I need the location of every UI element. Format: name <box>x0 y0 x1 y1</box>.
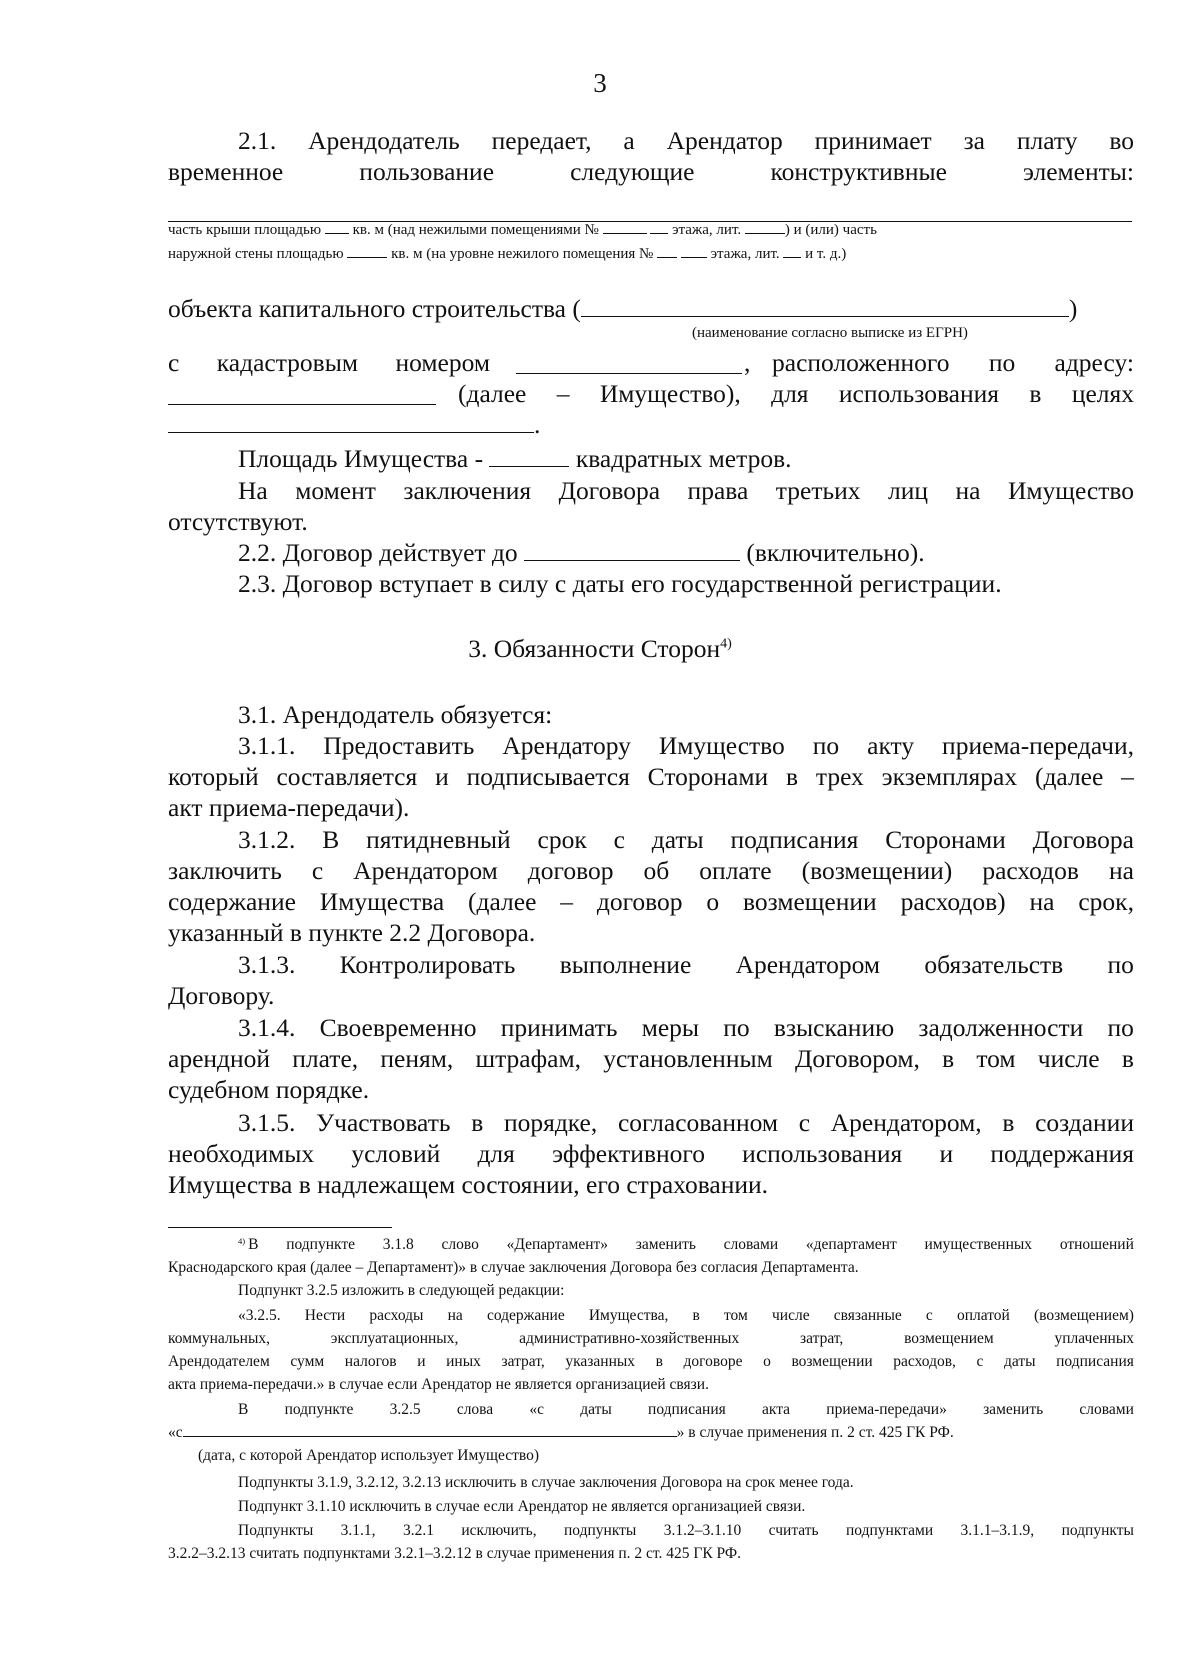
word: на <box>955 476 981 505</box>
word: иных <box>446 1353 481 1370</box>
word: в <box>655 1353 663 1370</box>
word: адресу: <box>1054 348 1134 377</box>
word: считать <box>768 1522 819 1539</box>
word: Договора <box>558 476 661 505</box>
word: в <box>785 762 799 791</box>
word: выполнение <box>559 950 692 979</box>
word: подписания <box>1056 1353 1134 1370</box>
word: даты <box>580 1401 612 1418</box>
para-3-1-2-line-4: указанный в пункте 2.2 Договора. <box>168 918 536 947</box>
word: Арендодатель <box>308 126 460 155</box>
word: пятидневный <box>366 825 511 854</box>
hint-roof: часть крыши площадью кв. м (над нежилыми помещениями № этажа, лит. ) и (или) часть <box>168 222 877 238</box>
word: Сторонами <box>647 762 769 791</box>
word: Арендатору <box>502 731 631 760</box>
word: на <box>1029 887 1055 916</box>
word: уплаченных <box>1054 1330 1134 1347</box>
word: 3.1.2. <box>238 825 296 854</box>
word: по <box>1107 950 1134 979</box>
word: с <box>798 1108 811 1137</box>
section-3-title: 3. Обязанности Сторон$^{4)}$ <box>468 634 732 663</box>
word: согласованном <box>617 1108 779 1137</box>
word: возмещении <box>791 1353 873 1370</box>
word: принимает <box>814 126 932 155</box>
word: Подпункты <box>238 1522 314 1539</box>
page-number: 3 <box>593 68 607 98</box>
word: условий <box>351 1139 441 1168</box>
word: «Департамент» <box>506 1236 609 1253</box>
footnote-line-5 <box>168 1330 1134 1348</box>
word: – <box>556 379 570 408</box>
word: подпункты <box>1061 1522 1134 1539</box>
para-3-1: 3.1. Арендодатель обязуется: <box>238 700 553 729</box>
word: «3.2.5. <box>238 1307 281 1324</box>
word: пеням, <box>380 1044 454 1073</box>
word: 2.1. <box>238 126 277 155</box>
word: штрафам, <box>475 1044 581 1073</box>
word: подписывается <box>466 762 630 791</box>
word: 3.1.8 <box>382 1236 414 1253</box>
word: Контролировать <box>339 950 516 979</box>
word: Имущества, <box>588 1307 669 1324</box>
rights-line-2: отсутствуют. <box>168 507 308 536</box>
word: заключить <box>168 856 282 885</box>
word: об <box>643 856 670 885</box>
word: Нести <box>304 1307 346 1324</box>
word: в <box>1002 1108 1015 1137</box>
word: затрат, <box>501 1353 545 1370</box>
word: исключить, <box>461 1522 537 1539</box>
word: связанные <box>833 1307 902 1324</box>
word: 3.1.1, <box>340 1522 376 1539</box>
word: содержание <box>168 887 296 916</box>
footnote-separator <box>168 1227 392 1228</box>
word: принимать <box>500 1013 618 1042</box>
word: в <box>942 1044 955 1073</box>
para-3-1-4-line-2 <box>168 1044 1134 1074</box>
word: налогов <box>344 1353 397 1370</box>
word: (далее <box>1034 762 1104 791</box>
word: в <box>1029 379 1042 408</box>
word: приема-передачи» <box>826 1401 947 1418</box>
word: момент <box>295 476 376 505</box>
hint-wall: наружной стены площадью кв. м (на уровне нежилого помещения № этажа, лит. и т. д.) <box>168 246 847 262</box>
word: пользование <box>359 157 495 186</box>
para-3-1-1-line-2 <box>168 762 1134 792</box>
word: акта <box>762 1401 791 1418</box>
word: в <box>471 1108 484 1137</box>
word: Договором, <box>794 1044 920 1073</box>
para-3-1-4-line-1 <box>238 1013 1134 1043</box>
word: 3.1.4. <box>238 1013 296 1042</box>
word: обязательств <box>924 950 1064 979</box>
word: (возмещением) <box>1033 1307 1134 1324</box>
word: о <box>706 887 720 916</box>
para-3-1-1-line-1 <box>238 731 1134 761</box>
para-2-3: 2.3. Договор вступает в силу с даты его государственной регистрации. <box>238 569 1002 598</box>
word: подпункте <box>284 1401 354 1418</box>
footnote-line-6 <box>168 1353 1134 1371</box>
para-3-1-2-line-3 <box>168 887 1134 917</box>
word: В <box>322 825 340 854</box>
footnote-line-2: Краснодарского края (далее – Департамент)» в случае заключения Договора без согласия Департамента. <box>168 1259 859 1276</box>
word: передает, <box>491 126 592 155</box>
word: Имущество <box>1008 476 1134 505</box>
footnote-line-13 <box>238 1522 1134 1540</box>
word: в <box>1121 1044 1134 1073</box>
word: словами <box>1079 1401 1134 1418</box>
word: необходимых <box>168 1139 315 1168</box>
word: 3.1.1–3.1.9, <box>960 1522 1035 1539</box>
word: по <box>1107 1013 1134 1042</box>
word: с <box>168 348 180 377</box>
word: с <box>925 1307 933 1324</box>
word: «с <box>529 1401 545 1418</box>
word: поддержания <box>990 1139 1134 1168</box>
word: целях <box>1071 379 1134 408</box>
word: том <box>976 1044 1016 1073</box>
word: элементы: <box>1023 157 1134 186</box>
footnote-line-3: Подпункт 3.2.5 изложить в следующей редакции: <box>238 1282 565 1299</box>
word: возмещении <box>743 887 877 916</box>
footnote-line-10: (дата, с которой Арендатор использует Имущество) <box>198 1447 539 1464</box>
word: по <box>723 1013 750 1042</box>
word: для <box>771 379 809 408</box>
para-3-1-2-line-1 <box>238 825 1134 855</box>
word: Предоставить <box>323 731 475 760</box>
word: плату <box>1016 126 1078 155</box>
word: составляется <box>276 762 418 791</box>
rights-line-1 <box>238 476 1134 506</box>
word: коммунальных, <box>168 1330 271 1347</box>
word: за <box>963 126 985 155</box>
footnote-line-8 <box>238 1401 1134 1419</box>
word: с <box>613 825 625 854</box>
word: числе <box>771 1307 810 1324</box>
word: Имущества <box>319 887 445 916</box>
word: указанных <box>565 1353 636 1370</box>
word: подписания <box>730 825 859 854</box>
word: возмещением <box>904 1330 994 1347</box>
para-3-1-4-line-3: судебном порядке. <box>168 1075 370 1104</box>
object-line: объекта капитального строительства ( ) <box>168 294 1078 323</box>
word: акту <box>867 731 915 760</box>
word: на <box>1108 856 1134 885</box>
word: подпункты <box>564 1522 637 1539</box>
footnote-line-7: акта приема-передачи.» в случае если Арендатор не является организацией связи. <box>168 1376 709 1393</box>
para-2-1-line-2 <box>168 157 1134 187</box>
word: затрат, <box>800 1330 844 1347</box>
word: оплате <box>699 856 772 885</box>
word: Имущество <box>658 731 785 760</box>
word: расходов <box>982 856 1079 885</box>
word: Арендодателем <box>168 1353 270 1370</box>
word: административно-хозяйственных <box>519 1330 740 1347</box>
para-3-1-5-line-3: Имущества в надлежащем состоянии, его страховании. <box>168 1170 769 1199</box>
word: и <box>417 1353 426 1370</box>
word: лиц <box>888 476 929 505</box>
word: Арендатором <box>353 856 498 885</box>
para-3-1-1-line-3: акт приема-передачи). <box>168 793 410 822</box>
word: во <box>1109 126 1134 155</box>
word: Сторонами <box>885 825 1006 854</box>
word: числе <box>1037 1044 1100 1073</box>
word: расположенного <box>772 348 950 377</box>
word: срок <box>537 825 587 854</box>
word: В <box>248 1236 259 1253</box>
word: арендной <box>168 1044 271 1073</box>
word: задолженности <box>918 1013 1084 1042</box>
word: – <box>1121 762 1134 791</box>
word: Договора <box>1032 825 1134 854</box>
para-2-1-line-1 <box>238 126 1134 156</box>
word: порядке, <box>503 1108 598 1137</box>
word: кадастровым <box>216 348 358 377</box>
word: Арендатором <box>735 950 881 979</box>
word: расходов) <box>900 887 1006 916</box>
footnote-line-12: Подпункт 3.1.10 исключить в случае если Арендатор не является организацией связи. <box>238 1498 806 1515</box>
document-page: 3 2.1. Арендодатель передает, а Арендатор принимает за плату во временное пользование следующие конструктивные элементы: часть крыши площадью кв. м (над нежилыми помещениями № этажа, лит. ) и (или) часть наружной стены площадью кв. м (на уровне нежилого помещения № этажа, лит. и т. д.) объекта капитального строительства ( ) (наименование согласно выписке из ЕГРН) с кадастровым номером , расположенного по адресу: (далее – Имущество), для использования в целях . Площадь Имущества - квадратных метров. На момент заключения Договора права третьих лиц на Имущество отсутствуют. 2.2. Договор действует до (включительно). 2.3. Договор вступает в силу с даты его государственной регистрации. 3. Обязанности Сторон$^{4)}$ 3.1. Арендодатель обязуется: 3.1.1. Предоставить Арендатору Имущество по акту приема-передачи, который составляется и подписывается Сторонами в трех экземплярах (далее – акт приема-передачи). 3.1.2. В пятидневный срок с даты подписания Сторонами Договора заключить с Арендатором договор об оплате (возмещении) расходов на содержание Имущества (далее – договор о возмещении расходов) на срок, указанный в пункте 2.2 Договора. 3.1.3. Контролировать выполнение Арендатором обязательств по Договору. 3.1.4. Своевременно принимать меры по взысканию задолженности по арендной плате, пеням, штрафам, установленным Договором, в том числе в судебном порядке. 3.1.5. Участвовать в порядке, согласованном с Арендатором, в создании необходимых условий для эффективного использования и поддержания Имущества в надлежащем состоянии, его страховании. 4) В подпункте 3.1.8 слово «Департамент» заменить словами «департамент имущественных отношений Краснодарского края (далее – Департамент)» в случае заключения Договора без согласия Департамента. Подпункт 3.2.5 изложить в следующей редакции: «3.2.5. Нести расходы на содержание Имущества, в том числе связанные с оплатой (возмещением) коммунальных, эксплуатационных, административно-хозяйственных затрат, возмещением уплаченных Арендодателем сумм налогов и иных затрат, указанных в договоре о возмещении расходов, с даты подписания акта приема-передачи.» в случае если Арендатор не является организацией связи. В подпункте 3.2.5 слова «с даты подписания акта приема-передачи» заменить словами «с » в случае применения п. 2 ст. 425 ГК РФ. (дата, с которой Арендатор использует Имущество) Подпункты 3.1.9, 3.2.12, 3.2.13 исключить в случае заключения Договора на срок менее года. Подпункт 3.1.10 исключить в случае если Арендатор не является организацией связи. Подпункты 3.1.1, 3.2.1 исключить, подпункты 3.1.2–3.1.10 считать подпунктами 3.1.1–3.1.9, подпункты 3.2.2–3.2.13 считать подпунктами 3.2.1–3.2.12 в случае применения п. 2 ст. 425 ГК РФ. <box>0 0 1200 1676</box>
word: «департамент <box>805 1236 897 1253</box>
word: с <box>311 856 324 885</box>
word: 3.1.3. <box>238 950 296 979</box>
word: содержание <box>486 1307 565 1324</box>
word: отношений <box>1059 1236 1134 1253</box>
word: меры <box>641 1013 700 1042</box>
word: с <box>976 1353 984 1370</box>
word: использования <box>838 379 1000 408</box>
word: договор <box>527 856 614 885</box>
word: установленным <box>603 1044 773 1073</box>
word: имущественных <box>924 1236 1033 1253</box>
word: (далее <box>458 379 527 408</box>
footnote-line-4 <box>238 1307 1134 1325</box>
word: заменить <box>983 1401 1044 1418</box>
word: 3.2.1 <box>402 1522 434 1539</box>
word: Участвовать <box>316 1108 451 1137</box>
para-3-1-3-line-1 <box>238 950 1134 980</box>
para-3-1-5-line-1 <box>238 1108 1134 1138</box>
word: срок, <box>1078 887 1134 916</box>
word: Арендатором, <box>830 1108 982 1137</box>
word: третьих <box>775 476 861 505</box>
word: номером <box>395 348 490 377</box>
word: трех <box>815 762 864 791</box>
word: права <box>687 476 749 505</box>
word: взысканию <box>773 1013 895 1042</box>
word: Своевременно <box>319 1013 477 1042</box>
word: эффективного <box>552 1139 705 1168</box>
word: договор <box>596 887 683 916</box>
word: использования <box>742 1139 903 1168</box>
word: расходы <box>369 1307 424 1324</box>
word: словами <box>723 1236 779 1253</box>
word: 3.1.1. <box>238 731 296 760</box>
word: Имущество), <box>599 379 741 408</box>
object-note: (наименование согласно выписке из ЕГРН) <box>692 325 968 341</box>
footnote-line-11: Подпункты 3.1.9, 3.2.12, 3.2.13 исключить в случае заключения Договора на срок менее года. <box>238 1474 854 1491</box>
word: расходов, <box>893 1353 956 1370</box>
word: слова <box>456 1401 494 1418</box>
para-3-1-2-line-2 <box>168 856 1134 886</box>
word: оплатой <box>956 1307 1010 1324</box>
word: даты <box>651 825 704 854</box>
word: эксплуатационных, <box>330 1330 459 1347</box>
word: в <box>692 1307 700 1324</box>
word: договоре <box>683 1353 743 1370</box>
footnote-line-14: 3.2.2–3.2.13 считать подпунктами 3.2.1–3.2.12 в случае применения п. 2 ст. 425 ГК РФ. <box>168 1545 742 1562</box>
word: В <box>238 1401 249 1418</box>
word: на <box>447 1307 463 1324</box>
word: Арендатор <box>666 126 783 155</box>
word: создании <box>1035 1108 1134 1137</box>
para-3-1-3-line-2: Договору. <box>168 981 275 1010</box>
word: по <box>812 731 840 760</box>
word: для <box>477 1139 515 1168</box>
word: даты <box>1003 1353 1036 1370</box>
word: 3.2.5 <box>389 1401 421 1418</box>
para-2-2: 2.2. Договор действует до (включительно). <box>238 538 925 567</box>
word: (далее <box>468 887 537 916</box>
word: о <box>763 1353 771 1370</box>
word: 3.1.5. <box>238 1108 296 1137</box>
word: подпунктами <box>846 1522 934 1539</box>
word: 3.1.2–3.1.10 <box>663 1522 742 1539</box>
para-3-1-5-line-2 <box>168 1139 1134 1169</box>
word: (возмещении) <box>801 856 953 885</box>
word: том <box>723 1307 748 1324</box>
word: заменить <box>635 1236 696 1253</box>
word: сумм <box>290 1353 325 1370</box>
word: который <box>168 762 259 791</box>
word: и <box>939 1139 954 1168</box>
cadastr-line-3: . <box>168 410 540 440</box>
word: подписания <box>648 1401 726 1418</box>
word: по <box>988 348 1016 377</box>
word: экземплярах <box>881 762 1018 791</box>
word: приема-передачи, <box>942 731 1134 760</box>
word: следующие <box>570 157 695 186</box>
word: временное <box>168 157 284 186</box>
word: подпункте <box>286 1236 355 1253</box>
word: плате, <box>292 1044 359 1073</box>
word: На <box>238 476 268 505</box>
word: и <box>435 762 449 791</box>
word: а <box>623 126 635 155</box>
area-line: Площадь Имущества - квадратных метров. <box>238 444 792 473</box>
word: конструктивные <box>770 157 947 186</box>
footnote-line-1: 4) В подпункте 3.1.8 слово «Департамент» заменить словами «департамент имущественных отношений <box>238 1236 1134 1253</box>
word: заключения <box>403 476 532 505</box>
footnote-line-9: «с » в случае применения п. 2 ст. 425 ГК РФ. <box>168 1424 954 1441</box>
word: – <box>560 887 574 916</box>
word: слово <box>441 1236 479 1253</box>
